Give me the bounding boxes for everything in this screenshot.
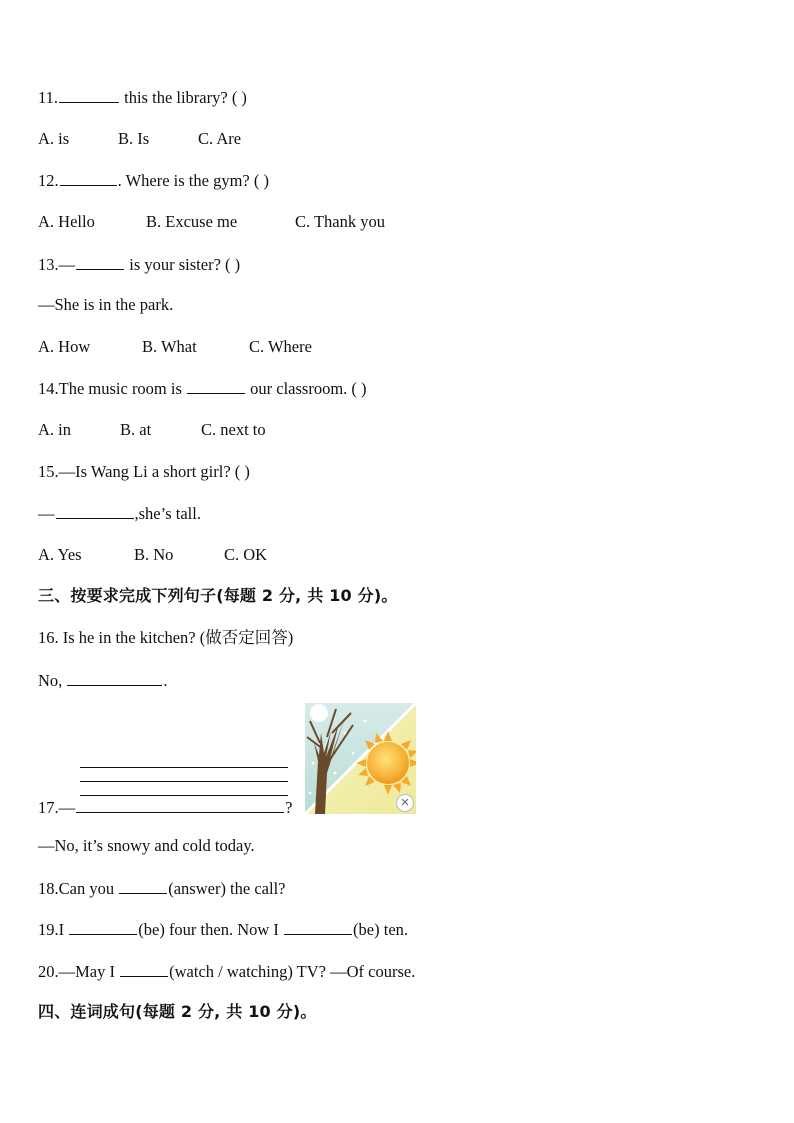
q14-option-b[interactable]: B. at [120,420,152,439]
q15-answer [38,502,201,525]
question-19 [38,918,408,941]
q15-blank[interactable] [56,502,134,519]
question-11 [38,86,247,109]
q17-blank[interactable] [76,796,284,813]
q18-before: 18.Can you [38,879,119,898]
q12-option-b[interactable]: B. Excuse me [146,212,238,231]
q13-option-c[interactable]: C. Where [249,337,312,356]
q19-before: 19.I [38,920,69,939]
question-18 [38,877,285,900]
q13-option-a[interactable]: A. How [38,337,91,356]
q15-options [38,544,267,566]
q13-number: 13.— [38,255,76,274]
q15-option-a[interactable]: A. Yes [38,545,82,564]
q18-blank[interactable] [119,877,167,894]
q19-mid: (be) four then. Now I [138,920,284,939]
q11-text: this the library? ( ) [120,88,247,107]
q13-text: is your sister? ( ) [125,255,241,274]
q13-blank[interactable] [76,253,124,270]
q12-blank[interactable] [60,169,117,186]
q12-option-c[interactable]: C. Thank you [295,212,385,231]
q18-after: (answer) the call? [168,879,286,898]
q11-option-b[interactable]: B. Is [118,129,150,148]
q15-dash: — [38,504,55,523]
q14-option-a[interactable]: A. in [38,420,71,439]
q11-option-a[interactable]: A. is [38,129,70,148]
q11-option-c[interactable]: C. Are [198,129,242,148]
q19-blank-1[interactable] [69,918,137,935]
question-15: 15.—Is Wang Li a short girl? ( ) [38,462,250,481]
q13-option-b[interactable]: B. What [142,337,197,356]
q17-writing-line-2[interactable] [80,781,288,782]
q14-after: our classroom. ( ) [246,379,367,398]
question-16: 16. Is he in the kitchen? (做否定回答) [38,628,294,647]
q17-prefix: 17.— [38,798,76,817]
q16-suffix: . [163,671,168,690]
q14-blank[interactable] [187,377,245,394]
q12-option-a[interactable]: A. Hello [38,212,95,231]
q16-answer [38,669,168,692]
section-4-heading: 四、连词成句(每题 2 分, 共 10 分)。 [38,1002,317,1021]
q17-suffix: ? [285,798,293,817]
q12-text: . Where is the gym? ( ) [117,171,269,190]
q12-number: 12. [38,171,59,190]
q13-options [38,336,312,358]
q20-blank[interactable] [120,960,168,977]
q17-answer: —No, it’s snowy and cold today. [38,836,255,855]
q15-after: ,she’s tall. [134,504,201,523]
q19-blank-2[interactable] [284,918,352,935]
q11-options [38,128,241,150]
q17-writing-line-1[interactable] [80,767,288,768]
q15-option-b[interactable]: B. No [134,545,174,564]
q13-answer: —She is in the park. [38,295,174,314]
q16-blank[interactable] [67,669,162,686]
question-20 [38,960,415,983]
q19-after: (be) ten. [353,920,409,939]
q12-options [38,211,385,233]
q11-number: 11. [38,88,59,107]
section-3-heading: 三、按要求完成下列句子(每题 2 分, 共 10 分)。 [38,586,398,605]
question-12 [38,169,269,192]
q20-before: 20.—May I [38,962,120,981]
q14-options [38,419,266,441]
question-13 [38,253,240,276]
question-14 [38,377,367,400]
q14-before: 14.The music room is [38,379,187,398]
close-icon[interactable]: ✕ [396,794,414,812]
winter-summer-weather-icon [305,703,416,814]
q15-option-c[interactable]: C. OK [224,545,268,564]
question-17 [38,796,292,819]
q16-prefix: No, [38,671,67,690]
q11-blank[interactable] [59,86,119,103]
q20-after: (watch / watching) TV? —Of course. [169,962,416,981]
q14-option-c[interactable]: C. next to [201,420,266,439]
